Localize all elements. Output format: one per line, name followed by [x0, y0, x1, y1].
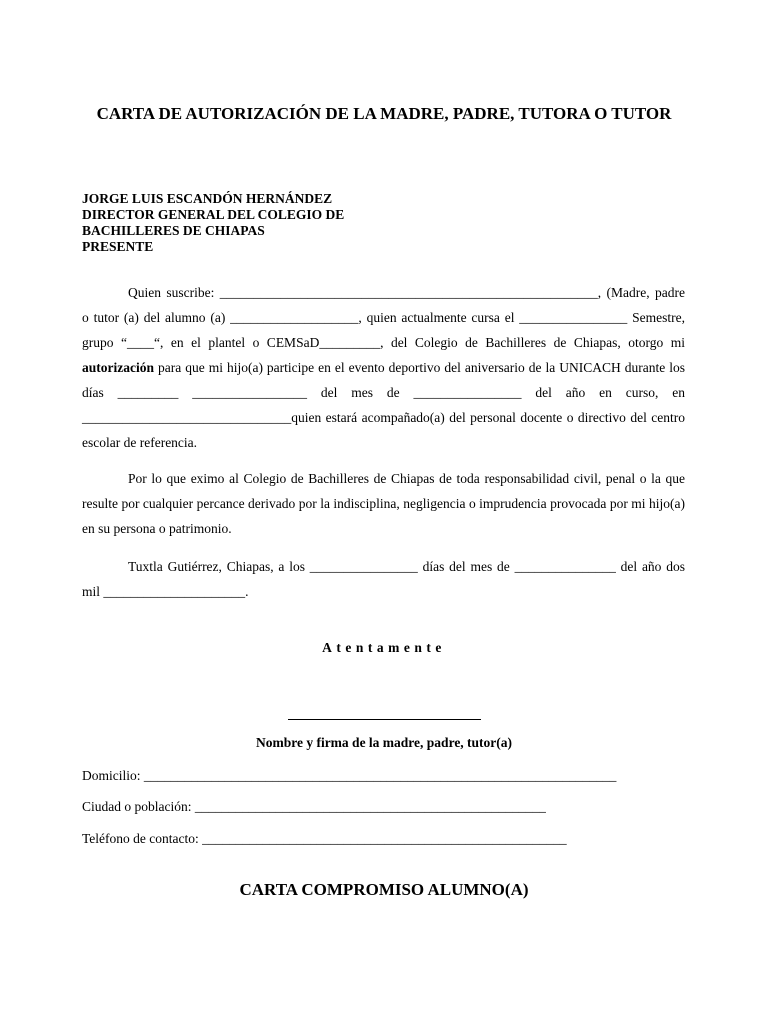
signature-line	[288, 719, 481, 720]
address-field: Domicilio: ______________________________________________________________________	[82, 768, 617, 783]
place-date-paragraph	[82, 554, 685, 604]
authorization-text-part1: Quien suscribe: ________________________________________________________, (Madre, padre o tutor (a) del alumno (a) ___________________, quien actualmente cursa el ________________ Semestre, grupo “____“, en el plantel o CEMSaD_________, del Colegio de Bachilleres de Chiapas, otorgo mi	[82, 285, 685, 350]
commitment-letter-title: CARTA COMPROMISO ALUMNO(A)	[239, 880, 529, 899]
addressee-block	[82, 191, 344, 255]
place-date-text: Tuxtla Gutiérrez, Chiapas, a los ________________ días del mes de _______________ del año dos mil _____________________.	[82, 559, 685, 599]
addressee-position: DIRECTOR GENERAL DEL COLEGIO DE	[82, 207, 345, 222]
addressee-institution: BACHILLERES DE CHIAPAS	[82, 223, 265, 238]
addressee-presente: PRESENTE	[82, 239, 154, 254]
closing-text: Atentamente	[322, 640, 446, 655]
liability-paragraph	[82, 466, 685, 541]
liability-text: Por lo que eximo al Colegio de Bachilleres de Chiapas de toda responsabilidad civil, penal o la que resulte por cualquier percance derivado por la indisciplina, negligencia o imprudencia provocada por mi hijo(a) en su persona o patrimonio.	[82, 471, 685, 536]
authorization-paragraph	[82, 280, 685, 455]
authorization-bold-word: autorización	[82, 360, 154, 375]
authorization-text-part2: para que mi hijo(a) participe en el evento deportivo del aniversario de la UNICACH durante los días _________ _________________ del mes de ________________ del año en curso, en _______________________________quien estará acompañado(a) del personal docente o directivo del centro escolar de referencia.	[82, 360, 685, 450]
document-title: CARTA DE AUTORIZACIÓN DE LA MADRE, PADRE, TUTORA O TUTOR	[96, 104, 672, 123]
city-field: Ciudad o población: ____________________________________________________	[82, 799, 546, 814]
signature-label: Nombre y firma de la madre, padre, tutor(a)	[255, 735, 513, 750]
phone-field: Teléfono de contacto: ______________________________________________________	[82, 831, 567, 846]
addressee-name: JORGE LUIS ESCANDÓN HERNÁNDEZ	[82, 191, 333, 206]
